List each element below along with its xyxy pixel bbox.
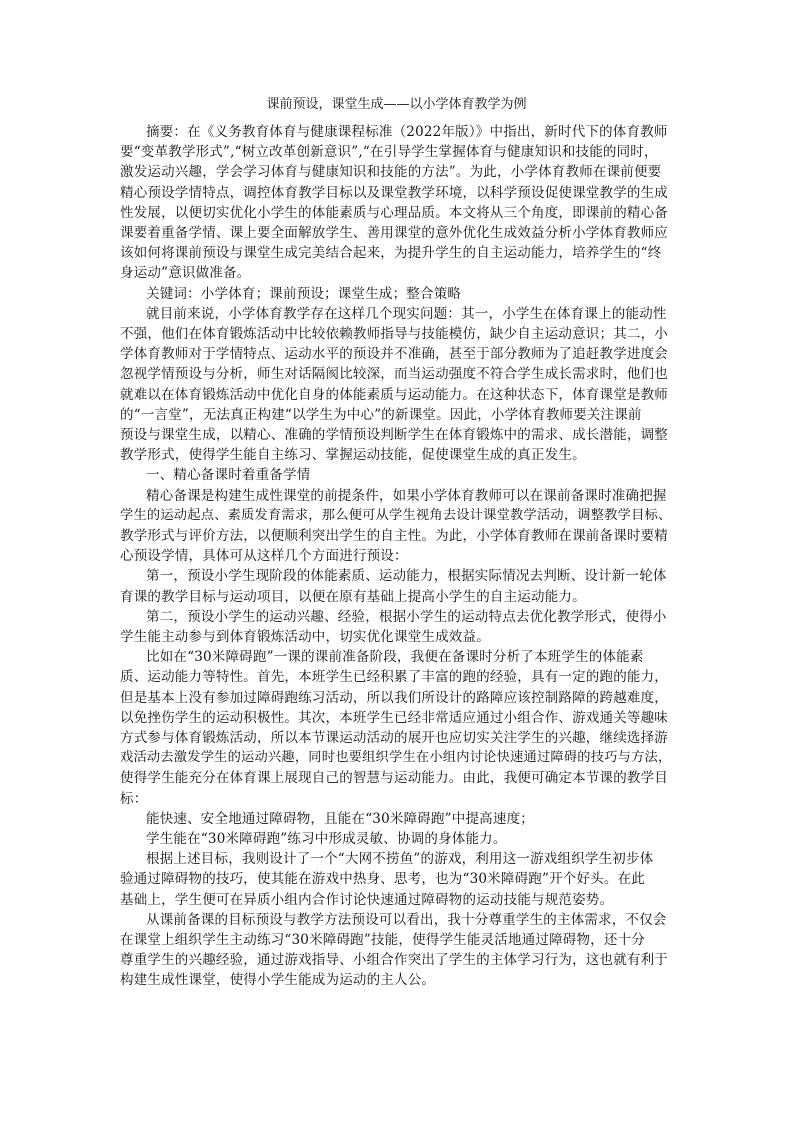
text-line: 学生能在“30米障碍跑”练习中形成灵敏、协调的身体能力。 xyxy=(146,831,507,847)
text-line: 戏活动去激发学生的运动兴趣，同时也要组织学生在小组内讨论快速通过障碍的技巧与方法， xyxy=(120,750,672,765)
text-line: 学生的运动起点、素质发育需求，那么便可从学生视角去设计课堂教学活动，调整教学目标、 xyxy=(120,508,672,523)
text-line: 比如在“30米障碍跑”一课的课前准备阶段，我便在备课时分析了本班学生的体能素 xyxy=(146,649,644,665)
text-line: 的“一言堂”，无法真正构建“以学生为中心”的新课堂。因此，小学体育教师要关注课前 xyxy=(120,407,642,423)
text-line: 一、精心备课时着重备学情 xyxy=(146,467,311,483)
text-line: 使得学生能充分在体育课上展现自己的智慧与运动能力。由此，我便可确定本节课的教学目 xyxy=(120,770,668,786)
text-line: 标： xyxy=(120,791,148,807)
text-line: 该如何将课前预设与课堂生成完美结合起来，为提升学生的自主运动能力，培养学生的“终 xyxy=(120,245,662,261)
text-line: 第一，预设小学生现阶段的体能素质、运动能力，根据实际情况去判断、设计新一轮体 xyxy=(146,568,667,584)
text-line: 但是基本上没有参加过障碍跑练习活动，所以我们所设计的路障应该控制路障的跨越难度， xyxy=(120,690,668,706)
text-line: 课要着重备学情、课上要全面解放学生、善用课堂的意外优化生成效益分析小学体育教师应 xyxy=(120,225,668,241)
text-line: 以免挫伤学生的运动积极性。其次，本班学生已经非常适应通过小组合作、游戏通关等趣味 xyxy=(120,710,668,726)
text-line: 摘要：在《义务教育体育与健康课程标准（2022年版）》中指出，新时代下的体育教师 xyxy=(146,124,668,140)
text-line: 就目前来说，小学体育教学存在这样几个现实问题：其一，小学生在体育课上的能动性 xyxy=(146,306,667,322)
text-line: 关键词：小学体育；课前预设；课堂生成；整合策略 xyxy=(146,286,462,302)
text-line: 不强，他们在体育锻炼活动中比较依赖教师指导与技能模仿，缺少自主运动意识；其二，小 xyxy=(120,326,668,342)
text-line: 忽视学情预设与分析，师生对话隔阂比较深，而当运动强度不符合学生成长需求时，他们也 xyxy=(120,366,668,382)
text-line: 方式参与体育锻炼活动，所以本节课运动活动的展开也应切实关注学生的兴趣，继续选择游 xyxy=(120,730,668,746)
text-line: 就难以在体育锻炼活动中优化自身的体能素质与运动能力。在这种状态下，体育课堂是教师 xyxy=(120,387,668,403)
text-line: 教学形式与评价方法，以便顺利突出学生的自主性。为此，小学体育教师在课前备课时要精 xyxy=(120,528,668,544)
document-title: 课前预设，课堂生成——以小学体育教学为例 xyxy=(266,97,527,112)
text-line: 激发运动兴趣，学会学习体育与健康知识和技能的方法”。为此，小学体育教师在课前便要 xyxy=(120,164,662,180)
text-line: 预设与课堂生成，以精心、准确的学情预设判断学生在体育锻炼中的需求、成长潜能，调整 xyxy=(120,427,668,443)
text-line: 学体育教师对于学情特点、运动水平的预设并不准确，甚至于部分教师为了追赶教学进度会 xyxy=(120,346,668,362)
text-line: 从课前备课的目标预设与教学方法预设可以看出，我十分尊重学生的主体需求，不仅会 xyxy=(146,912,667,928)
text-line: 学生能主动参与到体育锻炼活动中，切实优化课堂生成效益。 xyxy=(120,629,490,645)
text-line: 精心预设学情特点，调控体育教学目标以及课堂教学环境，以科学预设促使课堂教学的生成 xyxy=(120,185,668,201)
text-line: 身运动”意识做准备。 xyxy=(120,265,251,281)
text-line: 在课堂上组织学生主动练习“30米障碍跑”技能，使得学生能灵活地通过障碍物，还十分 xyxy=(120,932,645,948)
text-line: 精心备课是构建生成性课堂的前提条件，如果小学体育教师可以在课前备课时准确把握 xyxy=(146,488,667,504)
text-line: 第二，预设小学生的运动兴趣、经验，根据小学生的运动特点去优化教学形式，使得小 xyxy=(146,609,667,625)
text-line: 根据上述目标，我则设计了一个“大网不捞鱼”的游戏，利用这一游戏组织学生初步体 xyxy=(146,851,654,867)
text-line: 育课的教学目标与运动项目，以便在原有基础上提高小学生的自主运动能力。 xyxy=(120,589,586,605)
text-line: 要“变革教学形式”,“树立改革创新意识”,“在引导学生掌握体育与健康知识和技能的同时， xyxy=(120,144,658,160)
text-line: 构建生成性课堂，使得小学生能成为运动的主人公。 xyxy=(120,972,436,988)
text-line: 质、运动能力等特性。首先，本班学生已经积累了丰富的跑的经验，具有一定的跑的能力， xyxy=(120,669,668,685)
text-line: 基础上，学生便可在异质小组内合作讨论快速通过障碍物的运动技能与规范姿势。 xyxy=(120,892,614,908)
text-line: 尊重学生的兴趣经验，通过游戏指导、小组合作突出了学生的主体学习行为，这也就有利于 xyxy=(120,952,668,968)
text-line: 心预设学情，具体可从这样几个方面进行预设： xyxy=(120,548,408,564)
text-line: 教学形式，使得学生能自主练习、掌握运动技能，促使课堂生成的真正发生。 xyxy=(120,447,586,463)
text-line: 验通过障碍物的技巧，使其能在游戏中热身、思考，也为“30米障碍跑”开个好头。在此 xyxy=(120,871,645,887)
text-line: 性发展，以便切实优化小学生的体能素质与心理品质。本文将从三个角度，即课前的精心备 xyxy=(120,205,668,221)
text-line: 能快速、安全地通过障碍物，且能在“30米障碍跑”中提高速度； xyxy=(146,811,534,827)
